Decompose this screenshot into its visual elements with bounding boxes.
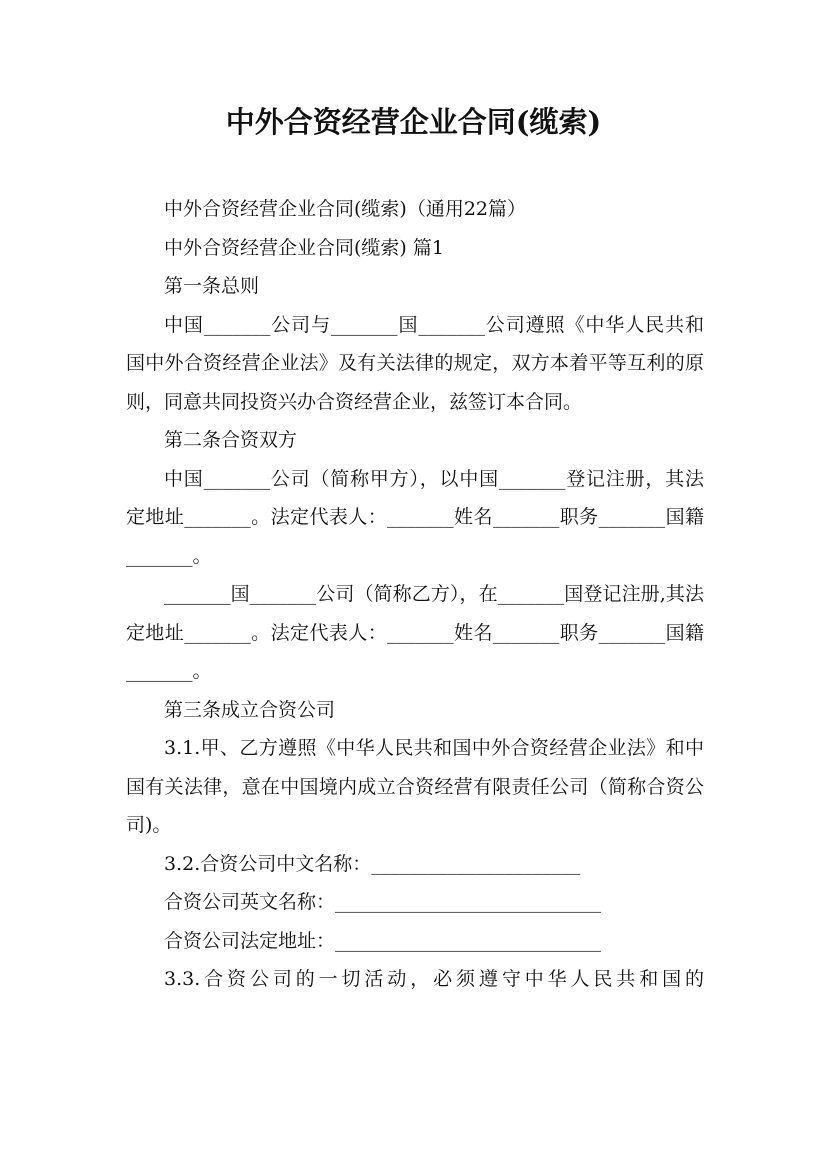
document-body <box>126 190 704 999</box>
paragraph: _______国_______公司（简称乙方），在_______国登记注册,其法定地址_______。法定代表人：_______姓名_______职务_______国籍_______。 <box>126 583 704 682</box>
paragraph: 中国_______公司与_______国_______公司遵照《中华人民共和国中外合资经营企业法》及有关法律的规定，双方本着平等互利的原则，同意共同投资兴办合资经营企业，兹签订本合同。 <box>126 313 704 413</box>
paragraph: 中国_______公司（简称甲方），以中国_______登记注册，其法定地址_______。法定代表人：_______姓名_______职务_______国籍_______。 <box>126 467 704 567</box>
paragraph: 中外合资经营企业合同(缆索) 篇1 <box>164 236 444 259</box>
paragraph: 3.2.合资公司中文名称：______________________ <box>164 852 581 875</box>
paragraph: 3.1.甲、乙方遵照《中华人民共和国中外合资经营企业法》和中国有关法律，意在中国境内成立合资经营有限责任公司（简称合资公司)。 <box>126 737 704 836</box>
paragraph: 中外合资经营企业合同(缆索)（通用22篇） <box>164 198 527 220</box>
paragraph: 合资公司法定地址：____________________________ <box>164 929 602 952</box>
paragraph: 合资公司英文名称：____________________________ <box>164 891 602 913</box>
section-heading: 第三条成立合资公司 <box>164 698 336 721</box>
section-heading: 第二条合资双方 <box>164 429 298 451</box>
document-title: 中外合资经营企业合同(缆索) <box>225 105 602 139</box>
section-heading: 第一条总则 <box>164 275 260 297</box>
paragraph: 3.3.合资公司的一切活动，必须遵守中华人民共和国的 <box>164 968 704 990</box>
